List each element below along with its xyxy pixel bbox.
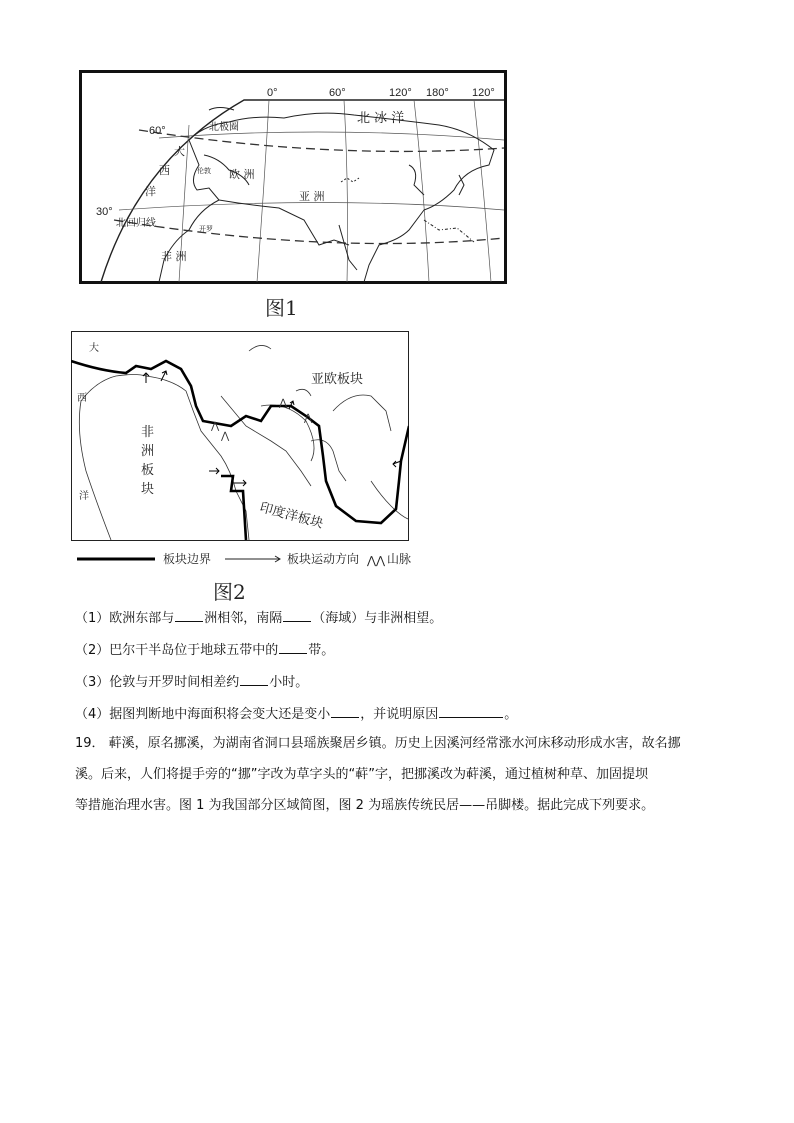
- figure2-caption: 图2: [213, 580, 246, 604]
- question-19-paragraph: [75, 728, 725, 821]
- lon-label-180: 180°: [426, 87, 449, 99]
- answer-blank[interactable]: [240, 672, 268, 686]
- question-3: （3）伦敦与开罗时间相差约 小时。: [75, 672, 308, 692]
- europe-label: 欧 洲: [229, 168, 255, 181]
- svg-text:⋀: ⋀: [211, 421, 220, 432]
- indian-ocean-plate-label: 印度洋板块: [257, 500, 325, 532]
- tropic-label: 北回归线: [116, 218, 156, 229]
- arctic-ocean-label: 北 冰 洋: [357, 111, 405, 126]
- question-4: （4）据图判断地中海面积将会变大还是变小 ，并说明原因 。: [75, 704, 517, 724]
- mountain-icon: ⋀⋀: [367, 554, 386, 567]
- answer-blank[interactable]: [439, 704, 503, 718]
- answer-blank[interactable]: [331, 704, 359, 718]
- lon-label-0: 0°: [267, 87, 278, 99]
- lon-label-60: 60°: [329, 87, 346, 99]
- african-plate-label-1: 非: [141, 425, 155, 440]
- lon-label-120w: 120°: [472, 87, 495, 99]
- atlantic-label-1: 大: [174, 145, 185, 158]
- answer-blank[interactable]: [279, 640, 307, 654]
- answer-blank[interactable]: [175, 608, 203, 622]
- question-2: （2）巴尔干半岛位于地球五带中的 带。: [75, 640, 334, 660]
- paragraph-line: 等措施治理水害。图 1 为我国部分区域简图，图 2 为瑶族传统民居——吊脚楼。据此完成下列要求。: [75, 798, 655, 813]
- figure1-map: [79, 70, 507, 284]
- african-plate-label-4: 块: [141, 482, 155, 497]
- africa-label: 非 洲: [161, 250, 187, 263]
- atlantic-label-3: 洋: [79, 491, 89, 502]
- eurasian-plate-label: 亚欧板块: [311, 372, 364, 387]
- question-1: （1）欧洲东部与 洲相邻，南隔 （海域）与非洲相望。: [75, 608, 442, 628]
- figure2-map: [71, 331, 409, 541]
- figure1-caption: 图1: [265, 296, 298, 320]
- atlantic-label-2: 西: [159, 164, 170, 177]
- svg-text:⋀: ⋀: [221, 431, 230, 442]
- arctic-circle-label: 北极圈: [209, 122, 239, 133]
- african-plate-label-2: 洲: [141, 444, 155, 459]
- cairo-label: 开罗: [199, 225, 213, 233]
- legend-mountain-label: 山脉: [387, 552, 412, 566]
- svg-text:⋀: ⋀: [304, 413, 313, 424]
- paragraph-line: 溪。后来，人们将提手旁的“挪”字改为草字头的“蓒”字，把挪溪改为蓒溪，通过植树种草、加固提坝: [75, 767, 648, 782]
- london-label: 伦敦: [197, 167, 211, 175]
- atlantic-label-2: 西: [77, 393, 87, 404]
- paragraph-line: 19． 蓒溪，原名挪溪，为湖南省洞口县瑶族聚居乡镇。历史上因溪河经常涨水河床移动形成水害，故名挪: [75, 736, 681, 751]
- legend-direction-label: 板块运动方向: [287, 552, 360, 566]
- atlantic-label-1: 大: [89, 343, 99, 354]
- legend-boundary-label: 板块边界: [163, 552, 212, 566]
- atlantic-label-3: 洋: [145, 185, 156, 198]
- answer-blank[interactable]: [283, 608, 311, 622]
- figure2-legend: [75, 548, 435, 570]
- lat-label-60: 60°: [149, 125, 166, 137]
- african-plate-label-3: 板: [141, 463, 155, 478]
- svg-text:⋀: ⋀: [279, 398, 288, 409]
- lon-label-120: 120°: [389, 87, 412, 99]
- lat-label-30: 30°: [96, 206, 113, 218]
- asia-label: 亚 洲: [299, 190, 325, 203]
